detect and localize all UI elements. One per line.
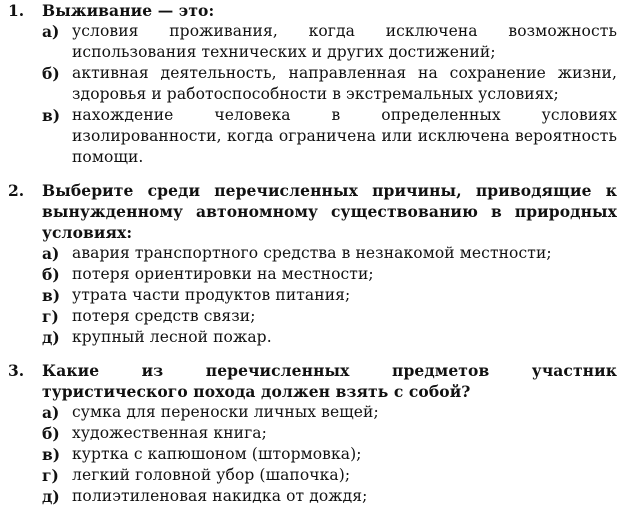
option-label: б) bbox=[42, 64, 60, 83]
question-text: Выберите среди перечисленных причины, приводящие к вынужденному автономному существованию в природных условиях: bbox=[42, 181, 617, 242]
option-text: потеря ориентировки на местности; bbox=[72, 265, 374, 283]
option-label: б) bbox=[42, 265, 60, 284]
answer-option bbox=[42, 264, 617, 285]
option-label: в) bbox=[42, 445, 61, 464]
option-text: крупный лесной пожар. bbox=[72, 328, 272, 346]
option-label: а) bbox=[42, 22, 60, 41]
answer-option bbox=[42, 243, 617, 264]
option-label: в) bbox=[42, 106, 61, 125]
question-1 bbox=[8, 0, 617, 168]
question-body bbox=[42, 180, 617, 348]
option-text: художественная книга; bbox=[72, 424, 267, 442]
option-text: нахождение человека в определенных условиях изолированности, когда ограничена или исключена вероятность помощи. bbox=[72, 106, 617, 166]
option-label: г) bbox=[42, 466, 59, 485]
answer-options bbox=[42, 402, 617, 507]
answer-option bbox=[42, 105, 617, 168]
question-text: Выживание — это: bbox=[42, 1, 215, 20]
option-text: активная деятельность, направленная на сохранение жизни, здоровья и работоспособности в экстремальных условиях; bbox=[72, 64, 617, 103]
answer-option bbox=[42, 285, 617, 306]
answer-option bbox=[42, 63, 617, 105]
answer-option bbox=[42, 423, 617, 444]
option-text: авария транспортного средства в незнакомой местности; bbox=[72, 244, 552, 262]
question-number: 3. bbox=[8, 361, 25, 380]
answer-options bbox=[42, 243, 617, 348]
option-label: а) bbox=[42, 244, 60, 263]
option-text: полиэтиленовая накидка от дождя; bbox=[72, 487, 368, 505]
answer-options bbox=[42, 21, 617, 168]
question-body bbox=[42, 360, 617, 507]
answer-option bbox=[42, 465, 617, 486]
answer-option bbox=[42, 327, 617, 348]
question-text: Какие из перечисленных предметов участник туристического похода должен взять с собой? bbox=[42, 361, 617, 401]
option-text: сумка для переноски личных вещей; bbox=[72, 403, 379, 421]
answer-option bbox=[42, 21, 617, 63]
question-number: 2. bbox=[8, 181, 25, 200]
option-label: б) bbox=[42, 424, 60, 443]
option-label: в) bbox=[42, 286, 61, 305]
option-text: легкий головной убор (шапочка); bbox=[72, 466, 351, 484]
question-body bbox=[42, 0, 617, 168]
option-label: д) bbox=[42, 328, 60, 347]
option-text: утрата части продуктов питания; bbox=[72, 286, 351, 304]
answer-option bbox=[42, 486, 617, 507]
question-3 bbox=[8, 360, 617, 507]
option-text: потеря средств связи; bbox=[72, 307, 256, 325]
option-text: условия проживания, когда исключена возможность использования технических и других достижений; bbox=[72, 22, 617, 61]
answer-option bbox=[42, 306, 617, 327]
question-number: 1. bbox=[8, 1, 25, 20]
question-2 bbox=[8, 180, 617, 348]
option-label: г) bbox=[42, 307, 59, 326]
option-text: куртка с капюшоном (штормовка); bbox=[72, 445, 362, 463]
option-label: д) bbox=[42, 487, 60, 506]
answer-option bbox=[42, 402, 617, 423]
option-label: а) bbox=[42, 403, 60, 422]
answer-option bbox=[42, 444, 617, 465]
